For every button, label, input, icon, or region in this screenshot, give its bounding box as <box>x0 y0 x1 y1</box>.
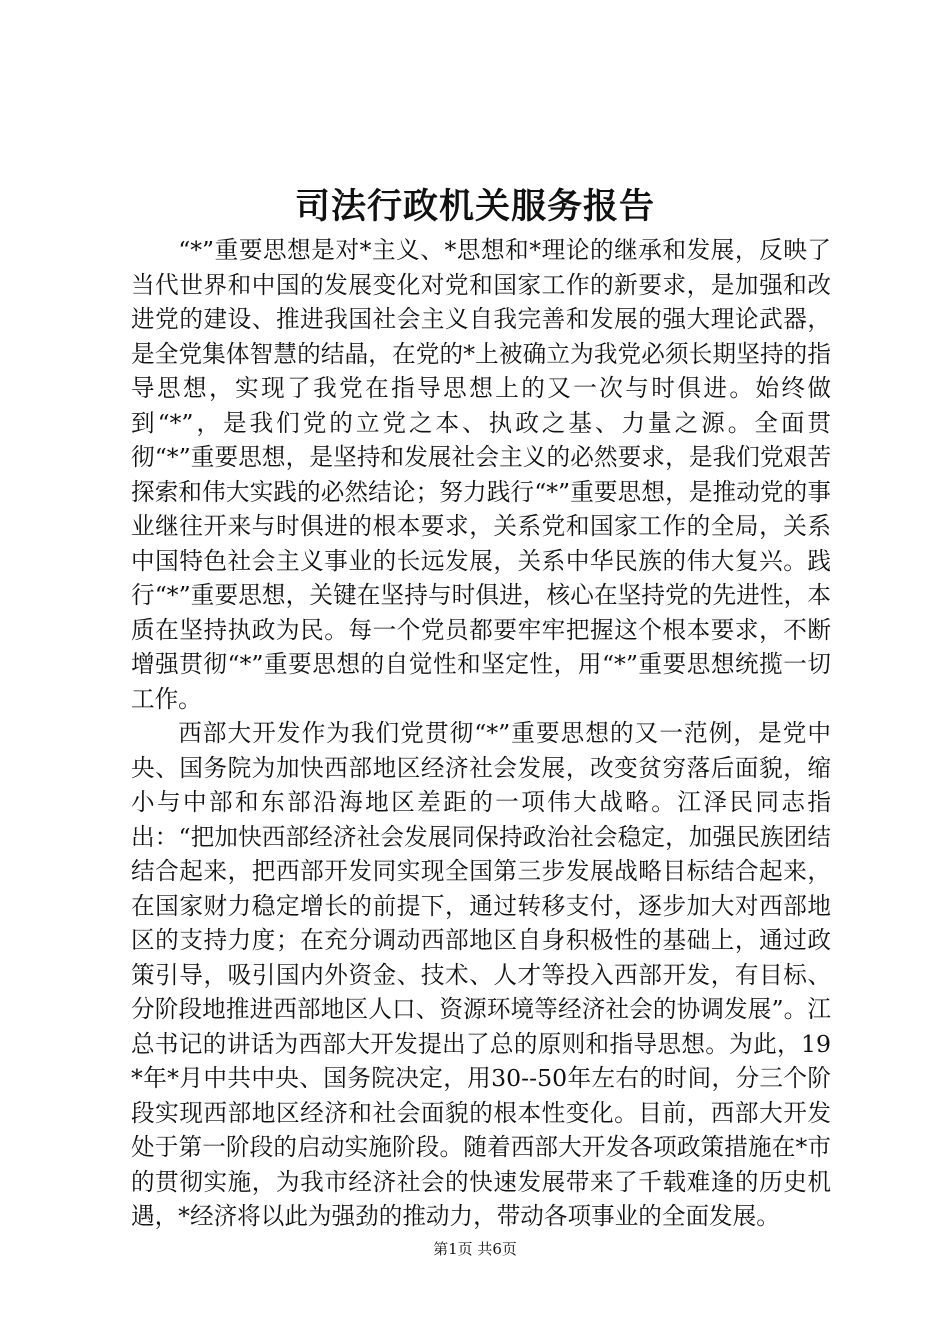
document-title: 司法行政机关服务报告 <box>294 186 655 227</box>
paragraph-1: “*”重要思想是对*主义、*思想和*理论的继承和发展，反映了当代世界和中国的发展变化对党和国家工作的新要求，是加强和改进党的建设、推进我国社会主义自我完善和发展的强大理论武器，是全党集体智慧的结晶，在党的*上被确立为我党必须长期坚持的指导思想，实现了我党在指导思想上的又一次与时俱进。始终做到“*”，是我们党的立党之本、执政之基、力量之源。全面贯彻“*”重要思想，是坚持和发展社会主义的必然要求，是我们党艰苦探索和伟大实践的必然结论；努力践行“*”重要思想，是推动党的事业继往开来与时俱进的根本要求，关系党和国家工作的全局，关系中国特色社会主义事业的长远发展，关系中华民族的伟大复兴。践行“*”重要思想，关键在坚持与时俱进，核心在坚持党的先进性，本质在坚持执政为民。每一个党员都要牢牢把握这个根本要求，不断增强贯彻“*”重要思想的自觉性和坚定性，用“*”重要思想统揽一切工作。 <box>131 236 831 713</box>
paragraph-2: 西部大开发作为我们党贯彻“*”重要思想的又一范例，是党中央、国务院为加快西部地区经济社会发展，改变贫穷落后面貌，缩小与中部和东部沿海地区差距的一项伟大战略。江泽民同志指出：“把加快西部经济社会发展同保持政治社会稳定，加强民族团结结合起来，把西部开发同实现全国第三步发展战略目标结合起来，在国家财力稳定增长的前提下，通过转移支付，逐步加大对西部地区的支持力度；在充分调动西部地区自身积极性的基础上，通过政策引导，吸引国内外资金、技术、人才等投入西部开发，有目标、分阶段地推进西部地区人口、资源环境等经济社会的协调发展”。江总书记的讲话为西部大开发提出了总的原则和指导思想。为此，19*年*月中共中央、国务院决定，用30--50年左右的时间，分三个阶段实现西部地区经济和社会面貌的根本性变化。目前，西部大开发处于第一阶段的启动实施阶段。随着西部大开发各项政策措施在*市的贯彻实施，为我市经济社会的快速发展带来了千载难逢的历史机遇，*经济将以此为强劲的推动力，带动各项事业的全面发展。 <box>131 719 831 1230</box>
document-body <box>131 233 831 1234</box>
page-footer: 第1页 共6页 <box>433 1240 517 1258</box>
